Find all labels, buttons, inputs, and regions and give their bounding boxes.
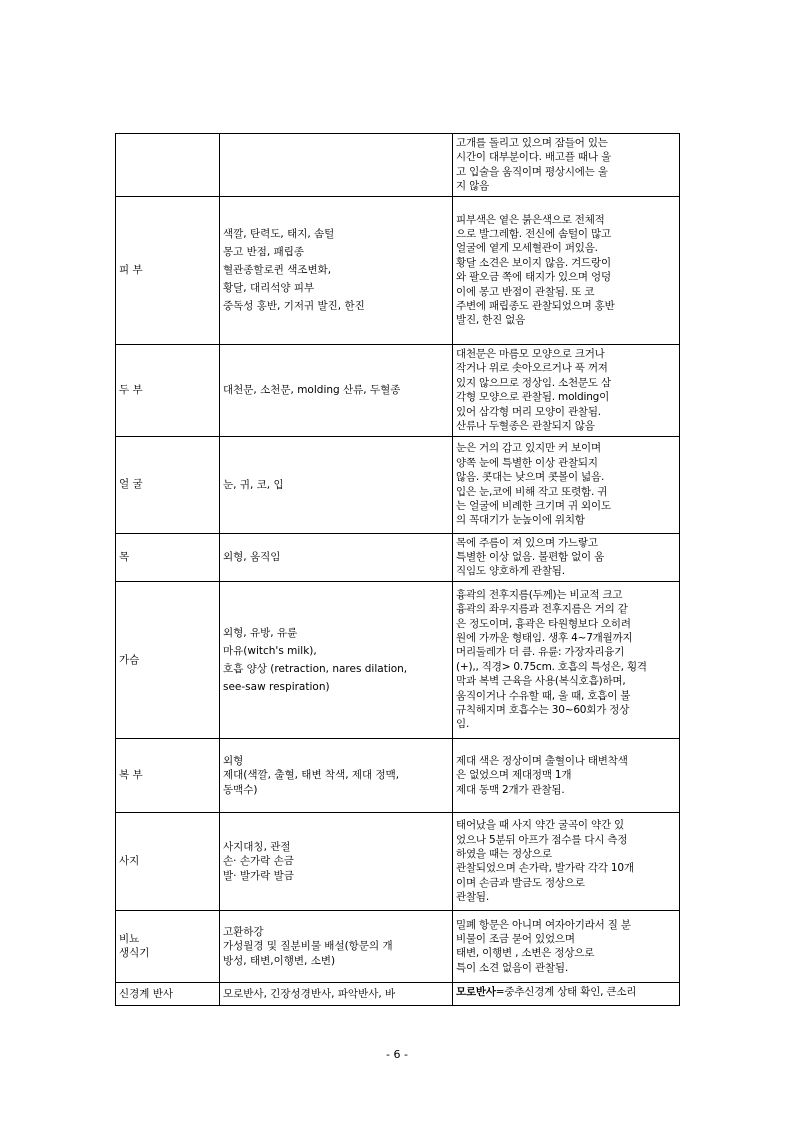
table-row — [116, 533, 680, 581]
category-text: 생식기 — [119, 947, 150, 960]
observation-text: 움직이거나 수유할 때, 울 때, 호흡이 불 — [456, 689, 631, 702]
category-cell — [116, 738, 220, 812]
observation-cell — [453, 812, 680, 910]
observation-text: 흉곽의 전후지름(두께)는 비교적 크고 — [456, 588, 623, 601]
assessment-item-text: 사지대칭, 관절 — [223, 840, 291, 853]
category-text: 비뇨 — [119, 932, 140, 945]
table-row — [116, 982, 680, 1005]
assessment-items-cell — [220, 738, 453, 812]
category-cell — [116, 581, 220, 738]
observation-text: 은 정도이며, 흉곽은 타원형보다 오히려 — [456, 617, 631, 630]
observation-text: 하였을 때는 정상으로 — [456, 847, 552, 860]
observation-text: 황달 소견은 보이지 않음. 겨드랑이 — [456, 256, 611, 269]
observation-text: 발진, 한진 없음 — [456, 314, 526, 327]
observation-text: 이에 몽고 반점이 관찰됨. 또 코 — [456, 285, 595, 298]
table-row — [116, 196, 680, 344]
category-text: 복 부 — [119, 769, 143, 782]
observation-text: 피부색은 옅은 붉은색으로 전체적 — [456, 213, 605, 226]
table-row — [116, 134, 680, 197]
table-row — [116, 910, 680, 982]
observation-text: 특별한 이상 없음. 불편함 없이 움 — [456, 551, 605, 564]
category-text: 두 부 — [119, 383, 143, 396]
table-row — [116, 738, 680, 812]
observation-text: 제대 색은 정상이며 출혈이나 태변착색 — [456, 754, 628, 767]
assessment-item-text: 동맥수) — [223, 783, 258, 796]
assessment-item-text: 제대(색깔, 출혈, 태변 착색, 제대 정맥, — [223, 769, 400, 782]
observation-text: 태어났을 때 사지 약간 굴곡이 약간 있 — [456, 819, 624, 832]
observation-bold-term: 모로반사 — [456, 985, 496, 998]
assessment-item-text: 황달, 대리석양 피부 — [223, 282, 315, 295]
category-text: 피 부 — [119, 263, 143, 276]
table-row — [116, 581, 680, 738]
assessment-item-text: 색깔, 탄력도, 태지, 솜털 — [223, 228, 335, 241]
assessment-table-body — [116, 134, 680, 1006]
observation-text: 머리둘레가 더 큼. 유륜: 가장자리융기 — [456, 646, 625, 659]
observation-text: 었으나 5분뒤 아프가 점수를 다시 측정 — [456, 833, 628, 846]
assessment-item-text: 마유(witch's milk), — [223, 644, 317, 657]
observation-text: 있지 않으므로 정상임. 소천문도 삼 — [456, 376, 611, 389]
observation-text: 고 입술을 움직이며 평상시에는 울 — [456, 165, 608, 178]
assessment-items-cell — [220, 581, 453, 738]
observation-text: 관찰됨. — [456, 891, 489, 904]
observation-cell — [453, 436, 680, 533]
observation-text — [456, 985, 676, 999]
category-cell — [116, 196, 220, 344]
assessment-item-text: 중독성 홍반, 기저귀 발진, 한진 — [223, 300, 365, 313]
table-row — [116, 344, 680, 436]
assessment-item-text: 몽고 반점, 패립종 — [223, 246, 305, 259]
assessment-items-cell — [220, 910, 453, 982]
observation-text: 않음. 콧대는 낮으며 콧볼이 넓음. — [456, 471, 605, 484]
assessment-item-text: 호흡 양상 (retraction, nares dilation, — [223, 662, 408, 675]
observation-text: 시간이 대부분이다. 배고플 때나 울 — [456, 151, 611, 164]
category-cell — [116, 812, 220, 910]
category-text: 얼 굴 — [119, 478, 143, 491]
assessment-item-text: 손· 손가락 손금 — [223, 855, 294, 868]
observation-text: 비물이 조금 묻어 있었으며 — [456, 932, 575, 945]
assessment-items-cell — [220, 436, 453, 533]
observation-text: 흉곽의 좌우지름과 전후지름은 거의 같 — [456, 603, 628, 616]
observation-cell — [453, 738, 680, 812]
category-cell — [116, 910, 220, 982]
category-text: 신경계 반사 — [119, 987, 174, 1000]
observation-text-rest: =중추신경계 상태 확인, 큰소리 — [495, 985, 637, 998]
category-text: 가슴 — [119, 653, 140, 666]
assessment-item-text: 외형, 움직임 — [223, 551, 281, 564]
assessment-item-text: 혈관종할로퀸 색조변화, — [223, 264, 332, 277]
assessment-items-cell — [220, 982, 453, 1005]
category-cell — [116, 134, 220, 197]
observation-text: 입은 눈,코에 비해 작고 또렷함. 귀 — [456, 485, 608, 498]
assessment-items-cell — [220, 533, 453, 581]
assessment-items-cell — [220, 134, 453, 197]
observation-text: 규칙해지며 호흡수는 30~60회가 정상 — [456, 704, 630, 717]
observation-text: 은 없었으며 제대정맥 1개 — [456, 769, 572, 782]
observation-text: 막과 복벽 근육을 사용(복식호흡)하며, — [456, 675, 626, 688]
assessment-table — [115, 133, 680, 1006]
category-cell — [116, 344, 220, 436]
observation-text: 특이 소견 없음이 관찰됨. — [456, 961, 568, 974]
observation-cell — [453, 344, 680, 436]
assessment-item-text: 외형 — [223, 754, 244, 767]
assessment-item-text: 방성, 태변,이행변, 소변) — [223, 954, 336, 967]
assessment-item-text: 외형, 유방, 유륜 — [223, 626, 298, 639]
observation-cell — [453, 581, 680, 738]
assessment-item-text: 고환하강 — [223, 925, 264, 938]
observation-text: 이며 손금과 발금도 정상으로 — [456, 876, 585, 889]
observation-text: 각형 모양으로 관찰됨. molding이 — [456, 391, 610, 404]
observation-cell — [453, 910, 680, 982]
category-cell — [116, 533, 220, 581]
observation-text: 의 꼭대기가 눈높이에 위치함 — [456, 514, 585, 527]
observation-cell — [453, 982, 680, 1005]
table-row — [116, 436, 680, 533]
category-text: 목 — [119, 551, 130, 564]
observation-text: 눈은 거의 감고 있지만 커 보이며 — [456, 442, 601, 455]
observation-text: 고개를 돌리고 있으며 잠들어 있는 — [456, 137, 608, 149]
observation-text: 으로 발그레함. 전신에 솜털이 많고 — [456, 227, 611, 240]
assessment-item-text: 눈, 귀, 코, 입 — [223, 478, 284, 491]
page-number: - 6 - — [386, 1048, 408, 1061]
observation-text: 주변에 패립종도 관찰되었으며 홍반 — [456, 299, 615, 312]
assessment-item-text: 대천문, 소천문, molding 산류, 두혈종 — [223, 384, 401, 397]
observation-text: 목에 주름이 져 있으며 가느랗고 — [456, 536, 598, 549]
observation-text: 산류나 두혈종은 관찰되지 않음 — [456, 419, 595, 432]
observation-cell — [453, 533, 680, 581]
assessment-items-cell — [220, 812, 453, 910]
observation-cell — [453, 196, 680, 344]
observation-text: 임. — [456, 718, 470, 731]
observation-text: 양쪽 눈에 특별한 이상 관찰되지 — [456, 456, 598, 469]
assessment-item-text: 모로반사, 긴장성경반사, 파악반사, 바 — [223, 987, 396, 1000]
assessment-item-text: 발· 발가락 발금 — [223, 869, 294, 882]
assessment-items-cell — [220, 344, 453, 436]
observation-text: 있어 삼각형 머리 모양이 관찰됨. — [456, 405, 601, 418]
observation-text: 대천문은 마름모 모양으로 크거나 — [456, 347, 605, 360]
category-cell — [116, 982, 220, 1005]
table-row — [116, 812, 680, 910]
observation-text: 태변, 이행변 , 소변은 정상으로 — [456, 947, 595, 960]
assessment-items-cell — [220, 196, 453, 344]
observation-text: 밀폐 항문은 아니며 여자아기라서 질 분 — [456, 918, 631, 931]
observation-text: 관찰되었으며 손가락, 발가락 각각 10개 — [456, 862, 634, 875]
assessment-item-text: 가성월경 및 질분비물 배설(항문의 개 — [223, 940, 393, 953]
observation-text: 원에 가까운 형태임. 생후 4~7개월까지 — [456, 632, 633, 645]
observation-text: 직임도 양호하게 관찰됨. — [456, 565, 565, 578]
observation-text: 작거나 위로 솟아오르거나 푹 꺼져 — [456, 362, 608, 375]
observation-text: 와 팔오금 쪽에 태지가 있으며 엉덩 — [456, 271, 611, 284]
observation-text: 제대 동맥 2개가 관찰됨. — [456, 783, 565, 796]
observation-text: 는 얼굴에 비례한 크기며 귀 외이도 — [456, 500, 611, 513]
assessment-item-text: see-saw respiration) — [223, 680, 330, 693]
observation-cell — [453, 134, 680, 197]
observation-text: 얼굴에 옅게 모세혈관이 퍼있음. — [456, 242, 598, 255]
observation-text: (+),, 직경> 0.75cm. 호흡의 특성은, 횡격 — [456, 660, 647, 673]
category-cell — [116, 436, 220, 533]
category-text: 사지 — [119, 855, 140, 868]
observation-text: 지 않음 — [456, 180, 489, 193]
